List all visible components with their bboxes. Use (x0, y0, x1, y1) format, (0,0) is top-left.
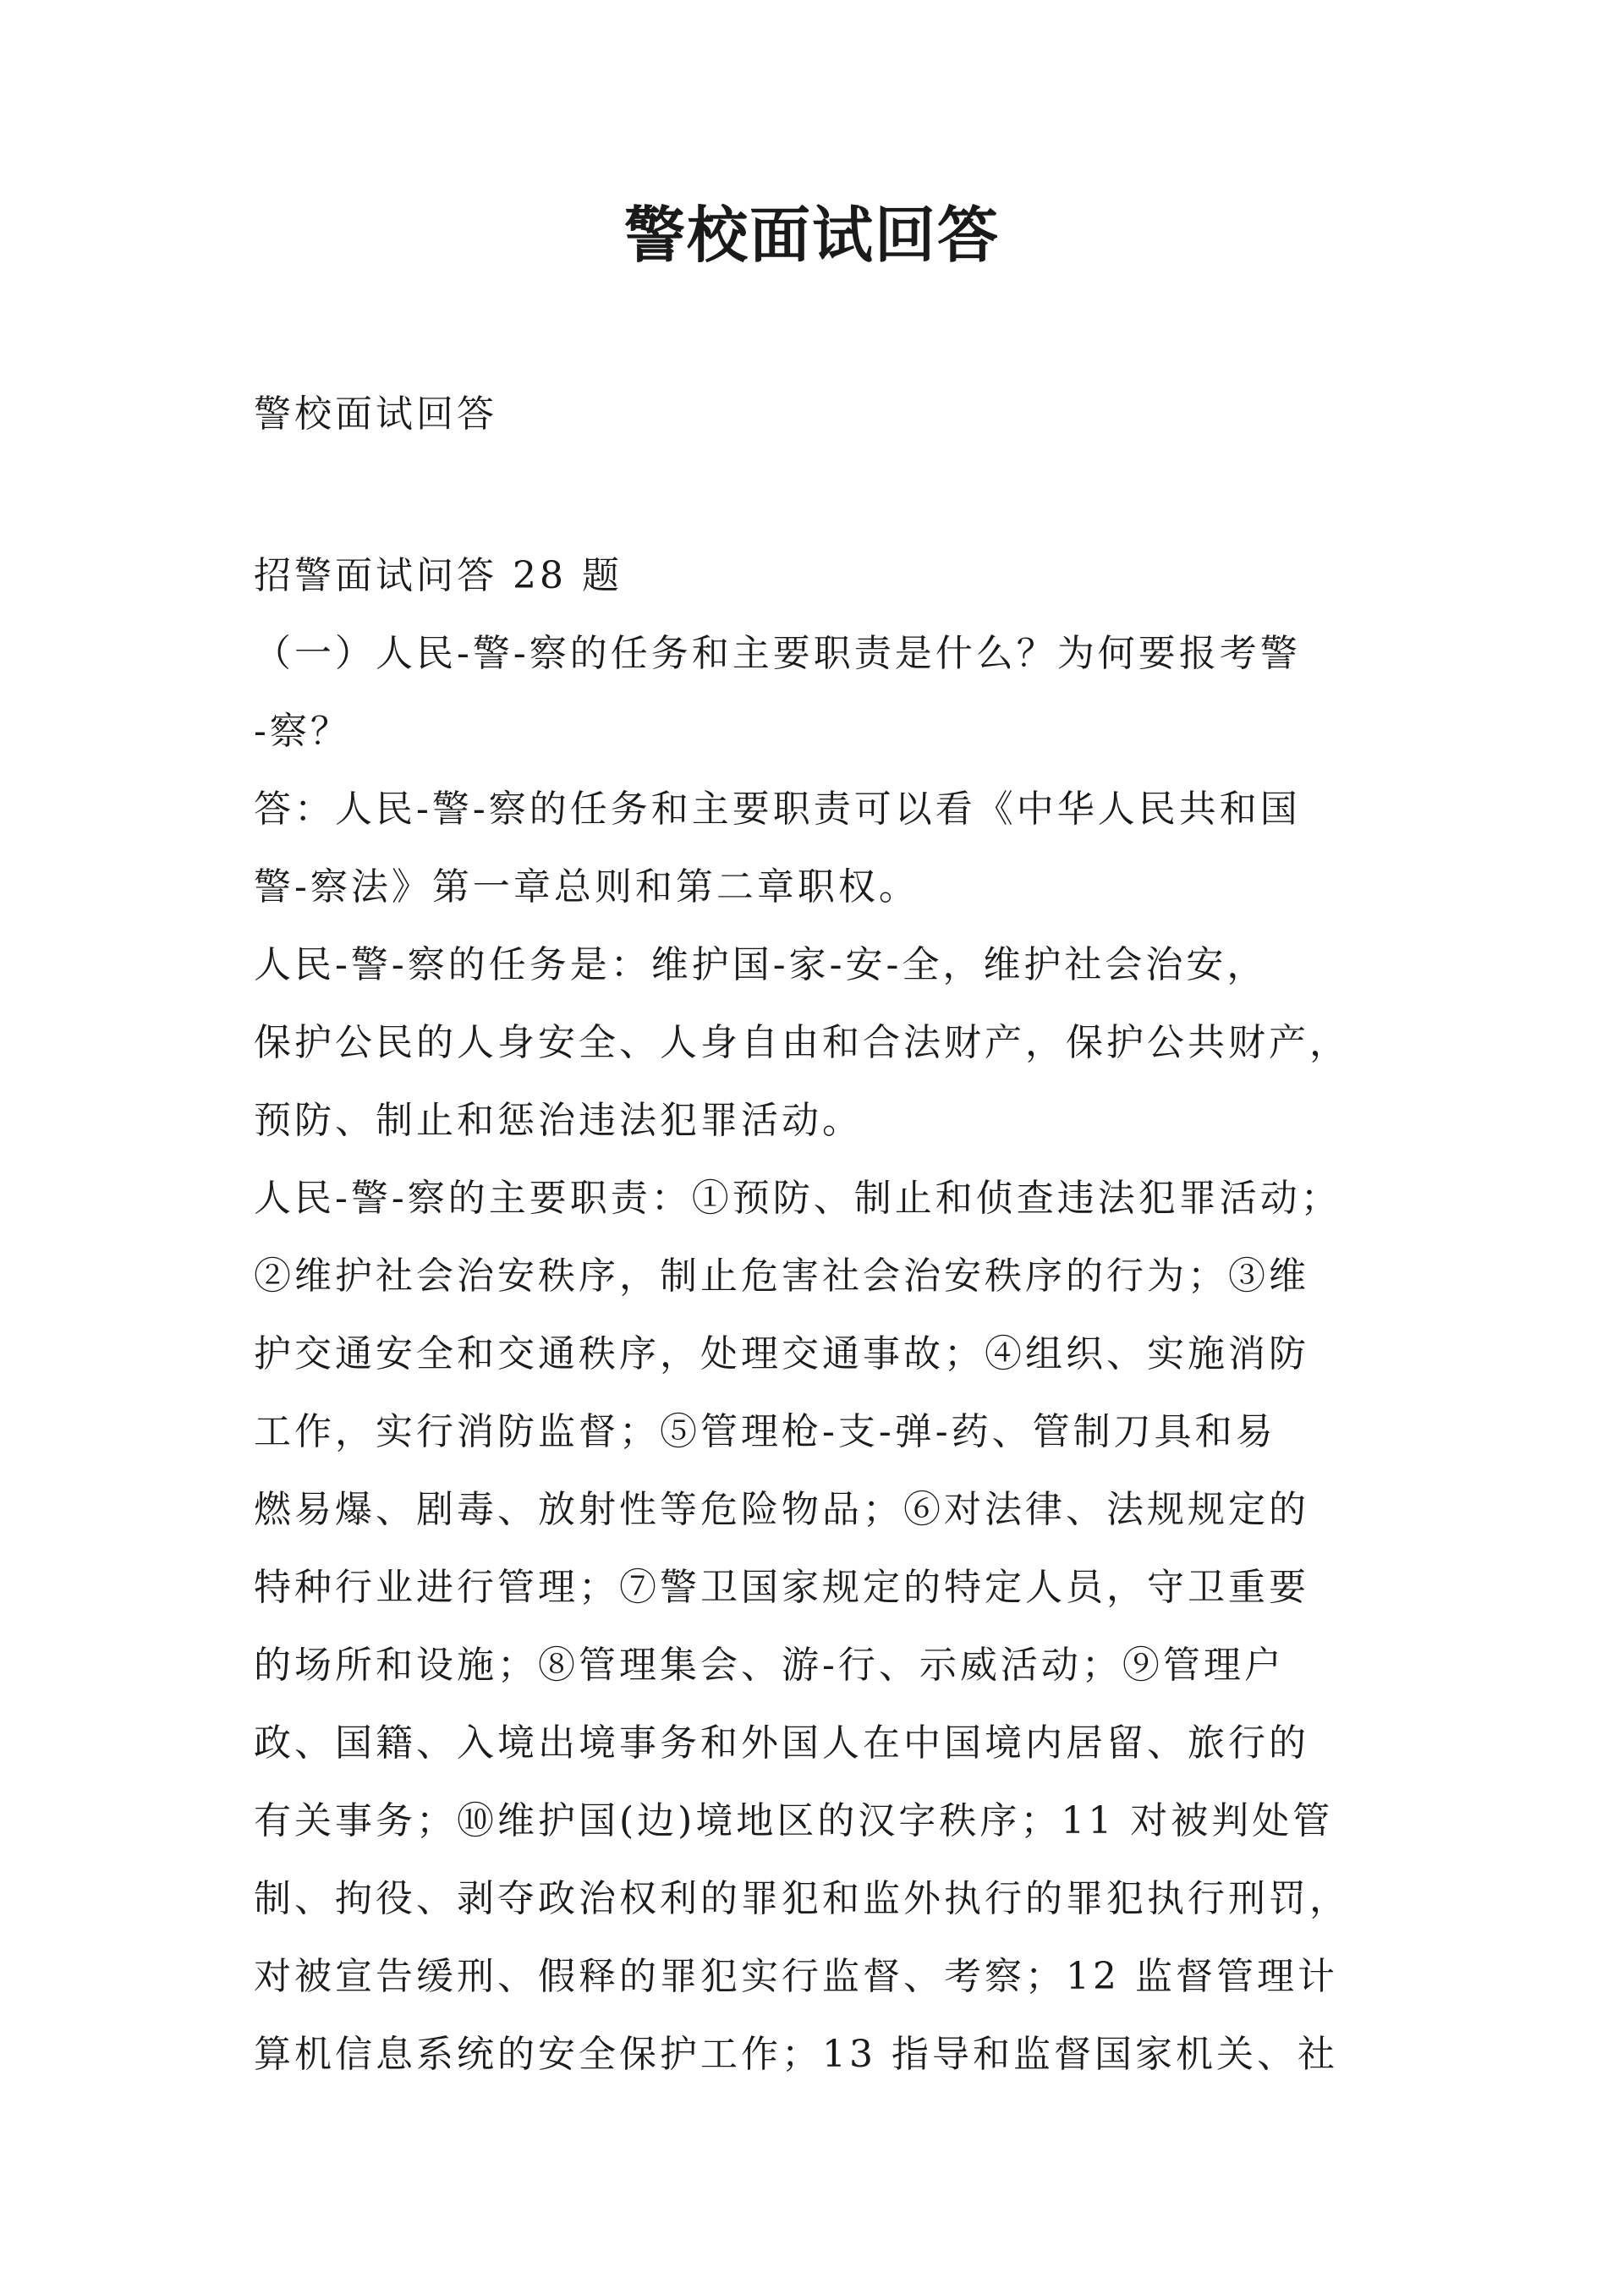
body-line: 对被宣告缓刑、假释的罪犯实行监督、考察；12 监督管理计 (254, 1955, 1338, 1998)
body-line: （一）人民-警-察的任务和主要职责是什么？为何要报考警 (254, 632, 1301, 675)
document-body (254, 537, 1387, 2094)
body-line: ②维护社会治安秩序，制止危害社会治安秩序的行为；③维 (254, 1255, 1309, 1298)
document-title: 警校面试回答 (623, 200, 1000, 271)
body-line: 的场所和设施；⑧管理集会、游-行、示威活动；⑨管理户 (254, 1644, 1285, 1687)
body-line: 有关事务；⑩维护国(边)境地区的汉字秩序；11 对被判处管 (254, 1799, 1334, 1842)
body-line: 人民-警-察的任务是：维护国-家-安-全，维护社会治安， (254, 943, 1268, 986)
body-line: 护交通安全和交通秩序，处理交通事故；④组织、实施消防 (254, 1332, 1309, 1375)
body-line: 制、拘役、剥夺政治权利的罪犯和监外执行的罪犯执行刑罚， (254, 1877, 1350, 1920)
body-line: 算机信息系统的安全保护工作；13 指导和监督国家机关、社 (254, 2033, 1338, 2076)
document-subtitle: 警校面试回答 (254, 393, 497, 436)
body-line: 预防、制止和惩治违法犯罪活动。 (254, 1099, 863, 1142)
body-line: 保护公民的人身安全、人身自由和合法财产，保护公共财产， (254, 1021, 1350, 1064)
body-line: 特种行业进行管理；⑦警卫国家规定的特定人员，守卫重要 (254, 1566, 1309, 1609)
body-line: 燃易爆、剧毒、放射性等危险物品；⑥对法律、法规规定的 (254, 1488, 1309, 1531)
body-line: 答：人民-警-察的任务和主要职责可以看《中华人民共和国 (254, 788, 1301, 831)
body-line: 政、国籍、入境出境事务和外国人在中国境内居留、旅行的 (254, 1721, 1309, 1765)
body-line: 警-察法》第一章总则和第二章职权。 (254, 865, 919, 909)
body-line: -察？ (254, 710, 351, 753)
body-line: 人民-警-察的主要职责：①预防、制止和侦查违法犯罪活动； (254, 1177, 1341, 1220)
body-line: 工作，实行消防监督；⑤管理枪-支-弹-药、管制刀具和易 (254, 1410, 1276, 1453)
body-line: 招警面试问答 28 题 (254, 554, 623, 597)
